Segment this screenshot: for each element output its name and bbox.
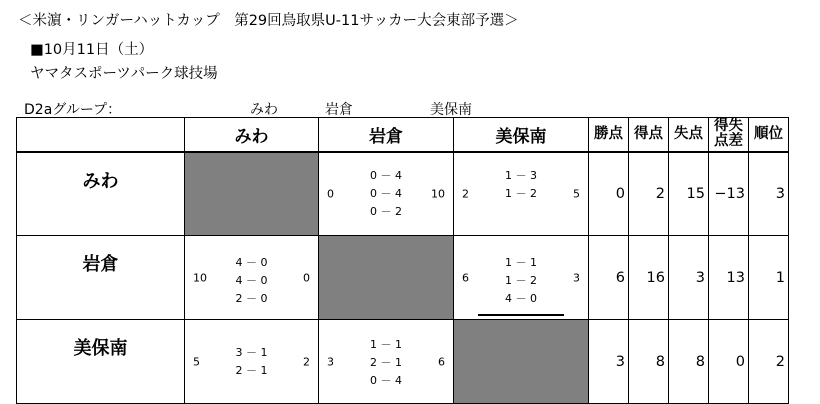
set-score: 1 － 3	[505, 168, 537, 182]
set-score: 0 － 4	[370, 168, 402, 182]
set-score: 2 － 0	[235, 292, 268, 305]
group-label: D2aグループ：	[24, 102, 122, 118]
column-header-goals-against: 失点	[669, 118, 709, 152]
match-total-left: 6	[462, 271, 469, 284]
corner-cell	[17, 118, 185, 152]
stat-goals-for: 2	[629, 152, 669, 236]
match-total-left: 10	[193, 271, 207, 284]
match-total-left: 3	[327, 355, 334, 368]
self-match-cell	[185, 152, 319, 236]
match-total-right: 5	[573, 187, 580, 201]
match-total-right: 0	[303, 271, 310, 284]
stat-goal-diff: −13	[709, 152, 749, 236]
page-title: ＜米濵・リンガーハットカップ 第29回鳥取県U-11サッカー大会東部予選＞	[18, 13, 519, 29]
table-row	[17, 152, 789, 236]
self-match-cell	[319, 236, 454, 320]
stat-points: 6	[589, 236, 629, 320]
set-score: 4 － 0	[235, 274, 268, 287]
stat-points: 3	[589, 320, 629, 404]
row-team-cell	[17, 236, 185, 320]
venue: ヤマタスポーツパーク球技場	[30, 66, 218, 82]
table-row	[17, 320, 789, 404]
set-score: 1 － 1	[370, 338, 402, 351]
column-header-rank: 順位	[749, 118, 789, 152]
match-total-left: 5	[193, 355, 200, 368]
match-cell	[454, 236, 589, 320]
match-date: ■10月11日（土）	[30, 42, 154, 58]
match-cell	[454, 152, 589, 236]
match-total-right: 10	[431, 187, 445, 201]
column-header-goal-diff	[709, 118, 749, 152]
set-score: 1 － 2	[505, 274, 537, 287]
set-score: 4 － 0	[235, 256, 268, 269]
league-table	[16, 117, 789, 404]
set-score: 1 － 1	[505, 256, 537, 269]
underline-mark	[478, 314, 564, 316]
stat-goal-diff: 13	[709, 236, 749, 320]
set-score: 0 － 4	[370, 186, 402, 200]
group-team-3: 美保南	[430, 102, 472, 118]
stat-goals-against: 3	[669, 236, 709, 320]
stat-goals-for: 8	[629, 320, 669, 404]
row-team-name: みわ	[82, 170, 119, 192]
group-team-2: 岩倉	[325, 102, 353, 118]
stat-goals-against: 15	[669, 152, 709, 236]
stat-goal-diff: 0	[709, 320, 749, 404]
match-cell	[319, 152, 454, 236]
table-row	[17, 236, 789, 320]
column-header-goals-for: 得点	[629, 118, 669, 152]
set-score: 2 － 1	[370, 356, 402, 369]
goal-diff-line-2: 点差	[714, 133, 743, 150]
match-total-right: 3	[573, 271, 580, 284]
set-score: 4 － 0	[505, 292, 537, 305]
match-total-right: 6	[438, 355, 445, 368]
set-score: 2 － 1	[235, 364, 268, 377]
column-header-team: みわ	[185, 118, 319, 152]
self-match-cell	[454, 320, 589, 404]
match-total-right: 2	[303, 355, 310, 368]
column-header-team: 岩倉	[319, 118, 454, 152]
group-team-1: みわ	[250, 102, 278, 118]
match-total-left: 0	[327, 187, 334, 201]
row-team-cell	[17, 320, 185, 404]
stat-rank: 2	[749, 320, 789, 404]
stat-rank: 1	[749, 236, 789, 320]
stat-goals-for: 16	[629, 236, 669, 320]
match-cell	[185, 236, 319, 320]
stat-goals-against: 8	[669, 320, 709, 404]
match-cell	[319, 320, 454, 404]
match-total-left: 2	[462, 187, 469, 201]
column-header-points: 勝点	[589, 118, 629, 152]
set-score: 0 － 4	[370, 374, 402, 387]
row-team-name: 美保南	[73, 338, 128, 359]
stat-points: 0	[589, 152, 629, 236]
column-header-team: 美保南	[454, 118, 589, 152]
row-team-name: 岩倉	[82, 254, 119, 275]
goal-diff-line-1: 得失	[714, 118, 743, 135]
match-cell	[185, 320, 319, 404]
stat-rank: 3	[749, 152, 789, 236]
row-team-cell	[17, 152, 185, 236]
set-score: 3 － 1	[235, 346, 268, 359]
set-score: 0 － 2	[370, 204, 402, 218]
set-score: 1 － 2	[505, 186, 537, 200]
